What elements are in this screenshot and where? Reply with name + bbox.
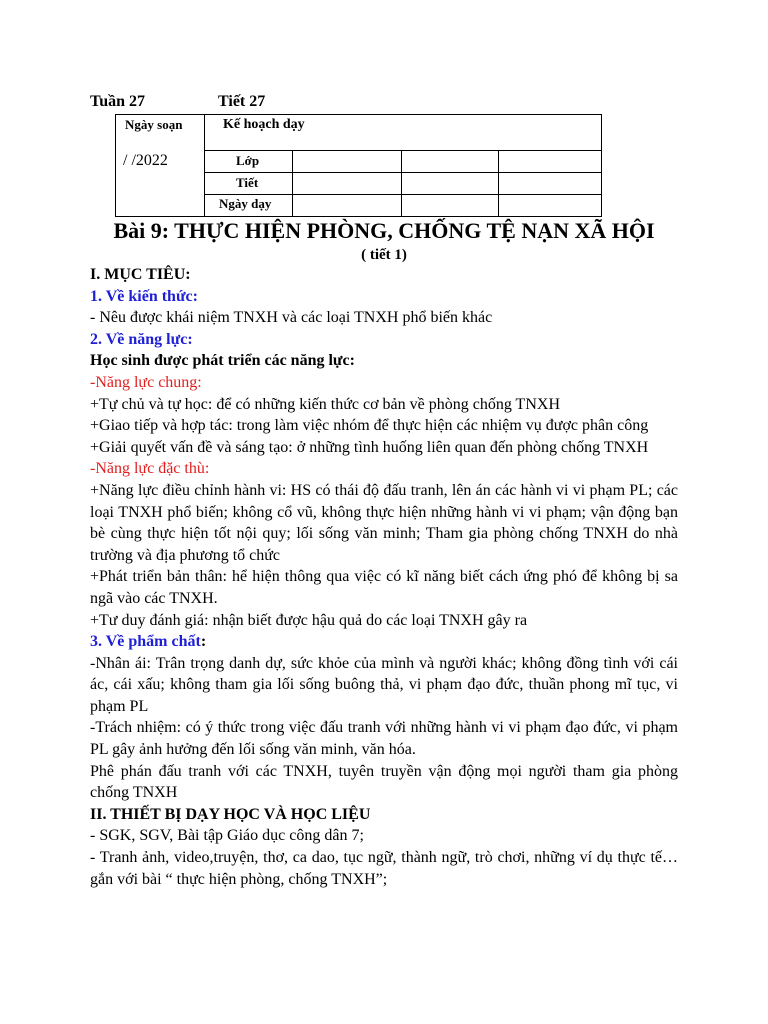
prep-date-label: Ngày soạn — [125, 117, 183, 132]
material-item: - SGK, SGV, Bài tập Giáo dục công dân 7; — [90, 827, 364, 845]
week-label: Tuần 27 — [90, 93, 145, 110]
qualities-heading-text: 3. Về phẩm chất — [90, 633, 201, 651]
section-materials-heading: II. THIẾT BỊ DẠY HỌC VÀ HỌC LIỆU — [90, 805, 371, 823]
knowledge-heading: 1. Về kiến thức: — [90, 287, 198, 305]
general-competency-label: -Năng lực chung: — [90, 373, 202, 391]
general-competency-item: +Giao tiếp và hợp tác: trong làm việc nhóm để thực hiện các nhiệm vụ được phân công — [90, 417, 649, 435]
quality-item: -Nhân ái: Trân trọng danh dự, sức khỏe của mình và người khác; không đồng tình với cái ác, cái xấu; không tham gia lối sống buông thả, vi phạm đạo đức, thuần phong mĩ tục, vi phạm PL — [90, 654, 678, 715]
specific-competency-item: +Năng lực điều chỉnh hành vi: HS có thái độ đấu tranh, lên án các hành vi vi phạm PL; các loại TNXH phổ biến; không cổ vũ, không thực hiện những hành vi vi phạm; vận động bạn bè cùng thực hiện tốt nội quy; lối sống văn minh; Tham gia phòng chống TNXH do nhà trường và địa phương tổ chức — [90, 481, 678, 564]
teaching-plan-label: Kế hoạch dạy — [223, 117, 305, 132]
week-period-line — [90, 93, 266, 111]
competency-intro: Học sinh được phát triển các năng lực: — [90, 352, 355, 370]
teaching-date-label: Ngày dạy — [219, 196, 272, 211]
prep-date-value: / /2022 — [123, 152, 168, 169]
period-row-label: Tiết — [236, 175, 259, 190]
lesson-title: Bài 9: THỰC HIỆN PHÒNG, CHỐNG TỆ NẠN XÃ HỘI — [113, 218, 655, 243]
quality-item: Phê phán đấu tranh với các TNXH, tuyên truyền vận động mọi người tham gia phòng chống TNXH — [90, 762, 678, 802]
material-item: - Tranh ảnh, video,truyện, thơ, ca dao, tục ngữ, thành ngữ, trò chơi, những ví dụ thực tế… gắn với bài “ thực hiện phòng, chống TNXH”; — [90, 849, 678, 888]
general-competency-item: +Tự chủ và tự học: để có những kiến thức cơ bản về phòng chống TNXH — [90, 395, 560, 413]
qualities-heading — [90, 631, 678, 653]
specific-competency-item: +Tư duy đánh giá: nhận biết được hậu quả do các loại TNXH gây ra — [90, 611, 528, 629]
section-objectives-heading: I. MỤC TIÊU: — [90, 266, 191, 283]
general-competency-item: +Giải quyết vấn đề và sáng tạo: ở những tình huống liên quan đến phòng chống TNXH — [90, 438, 649, 456]
competency-heading: 2. Về năng lực: — [90, 330, 193, 348]
lesson-info-table — [115, 114, 602, 217]
specific-competency-label: -Năng lực đặc thù: — [90, 460, 210, 478]
lesson-body — [90, 264, 678, 890]
knowledge-text: - Nêu được khái niệm TNXH và các loại TNXH phổ biến khác — [90, 309, 493, 327]
class-label: Lớp — [236, 153, 260, 168]
period-label: Tiết 27 — [218, 93, 266, 110]
quality-item: -Trách nhiệm: có ý thức trong việc đấu tranh với những hành vi vi phạm đạo đức, vi phạm PL gây ảnh hưởng đến lối sống văn minh, văn hóa. — [90, 719, 678, 759]
specific-competency-item: +Phát triển bản thân: hể hiện thông qua việc có kĩ năng biết cách ứng phó để không bị sa ngã vào các TNXH. — [90, 568, 678, 607]
qualities-heading-colon: : — [200, 633, 207, 651]
lesson-subtitle: ( tiết 1) — [361, 247, 407, 263]
